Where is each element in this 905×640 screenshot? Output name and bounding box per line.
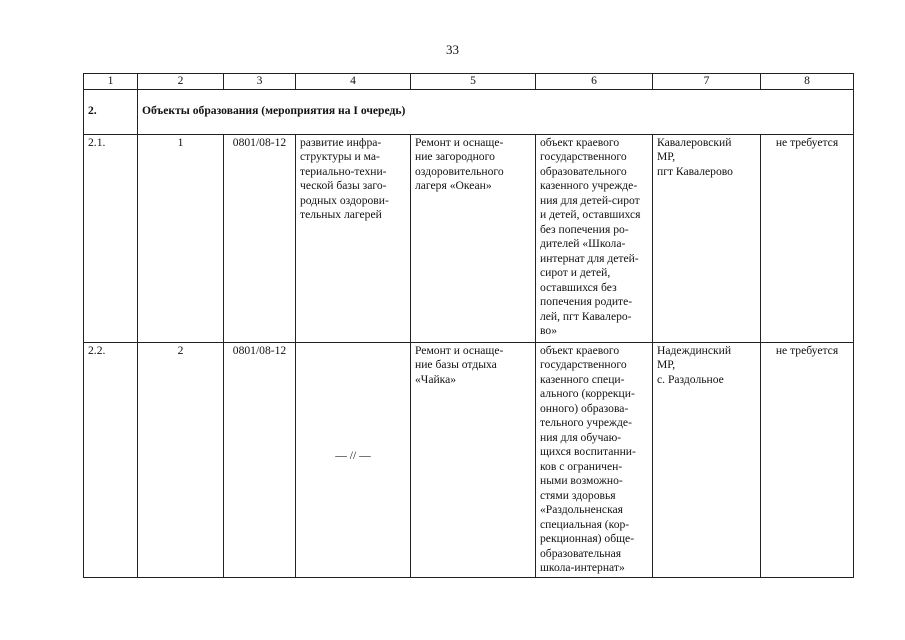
row-location: Надеждинский МР, с. Раздольное [653, 342, 761, 577]
row-measure-cell [296, 342, 411, 577]
row-number: 2.2. [84, 342, 138, 577]
row-order: 2 [138, 342, 224, 577]
row-note: не требуется [761, 342, 854, 577]
column-header: 4 [296, 74, 411, 90]
row-object: объект краевого государственного образовательного казенного учрежде- ния для детей-сирот и детей, оставшихся без попечения ро- дителей «Школа- интернат для детей- сирот и детей, оставшихся без попечения родите- лей, пгт Кавалеро- во» [536, 134, 653, 342]
column-header: 5 [411, 74, 536, 90]
column-header: 6 [536, 74, 653, 90]
column-header: 8 [761, 74, 854, 90]
row-order: 1 [138, 134, 224, 342]
column-header: 1 [84, 74, 138, 90]
section-row [84, 89, 854, 134]
row-location: Кавалеровский МР, пгт Кавалерово [653, 134, 761, 342]
row-object: объект краевого государственного казенного специ- ального (коррекци- онного) образова- тельного учрежде- ния для обучаю- щихся воспитанни- ков с ограничен- ными возможно- стями здоровья «Раздольненская специальная (кор- рекционная) обще- образовательная школа-интернат» [536, 342, 653, 577]
row-code: 0801/08-12 [224, 342, 296, 577]
column-header: 3 [224, 74, 296, 90]
row-number: 2.1. [84, 134, 138, 342]
page-number: 33 [446, 42, 459, 57]
ditto-mark: — // — [335, 448, 371, 462]
row-code: 0801/08-12 [224, 134, 296, 342]
section-title: Объекты образования (мероприятия на I очередь) [138, 89, 854, 134]
column-header: 2 [138, 74, 224, 90]
row-work: Ремонт и оснаще- ние загородного оздоровительного лагеря «Океан» [411, 134, 536, 342]
column-header: 7 [653, 74, 761, 90]
row-measure: развитие инфра- структуры и ма- териально-техни- ческой базы заго- родных оздорови- тельных лагерей [296, 134, 411, 342]
row-note: не требуется [761, 134, 854, 342]
table-header-row [84, 74, 854, 90]
row-work: Ремонт и оснаще- ние базы отдыха «Чайка» [411, 342, 536, 577]
section-number: 2. [84, 89, 138, 134]
table-row [84, 134, 854, 342]
table-row [84, 342, 854, 577]
document-table [83, 73, 854, 578]
